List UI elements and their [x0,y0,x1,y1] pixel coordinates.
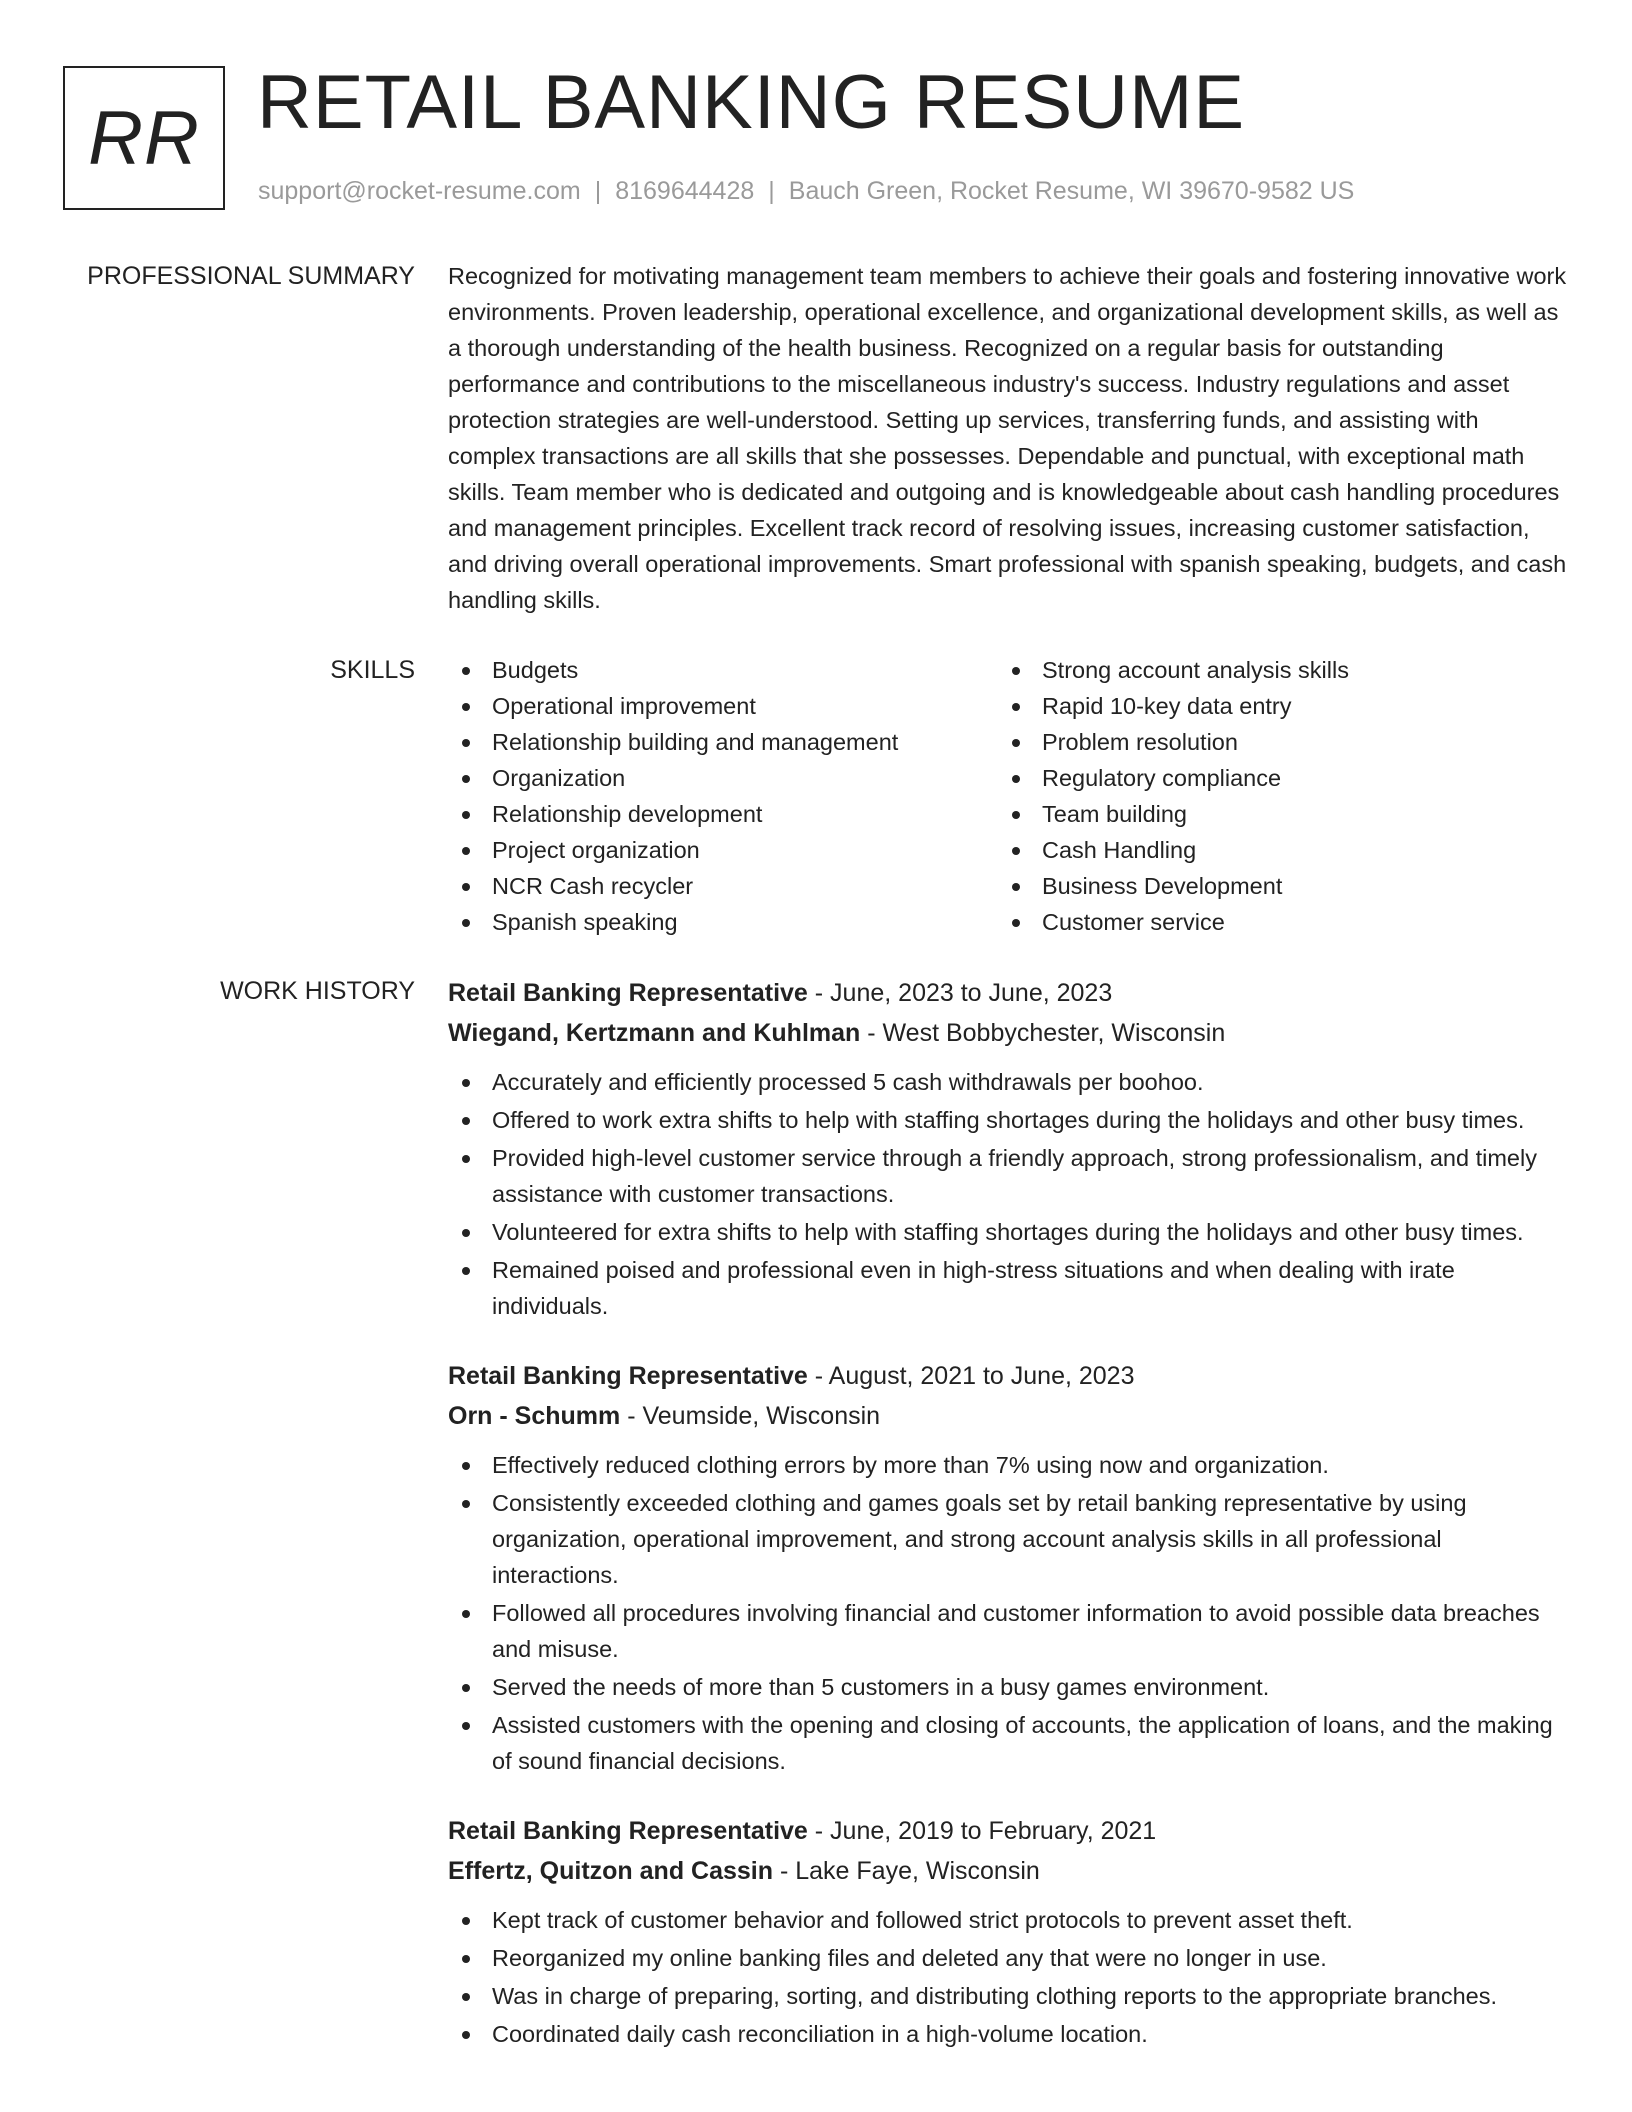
job-location: - Veumside, Wisconsin [620,1402,881,1430]
skill-item: Relationship building and management [448,724,998,760]
job-title: Retail Banking Representative [448,1817,808,1845]
skill-item: Business Development [998,868,1548,904]
skill-item: Project organization [448,832,998,868]
skill-item: Cash Handling [998,832,1548,868]
job-company: Orn - Schumm [448,1402,621,1430]
skill-item: Strong account analysis skills [998,652,1548,688]
skill-item: Problem resolution [998,724,1548,760]
job-bullet: Provided high-level customer service through a friendly approach, strong professionalism, and timely assistance with customer transactions. [448,1140,1570,1212]
job-bullet: Was in charge of preparing, sorting, and distributing clothing reports to the appropriate branches. [448,1978,1570,2014]
job-entry [448,1356,1570,1779]
skill-item: Organization [448,760,998,796]
job-bullet: Remained poised and professional even in high-stress situations and when dealing with irate individuals. [448,1252,1570,1324]
job-bullet: Served the needs of more than 5 customers in a busy games environment. [448,1669,1570,1705]
job-company-line [448,1851,1570,1891]
summary-text: Recognized for motivating management team members to achieve their goals and fostering innovative work environments. Proven leadership, operational excellence, and organizational development skills, as well as a thorough understanding of the health business. Recognized on a regular basis for outstanding performance and contributions to the miscellaneous industry's success. Industry regulations and asset protection strategies are well-understood. Setting up services, transferring funds, and assisting with complex transactions are all skills that she possesses. Dependable and punctual, with exceptional math skills. Team member who is dedicated and outgoing and is knowledgeable about cash handling procedures and management principles. Excellent track record of resolving issues, increasing customer satisfaction, and driving overall operational improvements. Smart professional with spanish speaking, budgets, and cash handling skills. [448,263,1567,613]
skill-item: NCR Cash recycler [448,868,998,904]
work-history-label: WORK HISTORY [220,977,415,1005]
job-bullet: Accurately and efficiently processed 5 cash withdrawals per boohoo. [448,1064,1570,1100]
contact-address: Bauch Green, Rocket Resume, WI 39670-9582 US [788,177,1355,205]
job-company-line [448,1013,1570,1053]
job-bullets [448,1902,1570,2052]
job-title-line [448,973,1570,1013]
skill-item: Customer service [998,904,1548,940]
skills-columns [448,652,1570,940]
job-bullet: Reorganized my online banking files and deleted any that were no longer in use. [448,1940,1570,1976]
job-company: Wiegand, Kertzmann and Kuhlman [448,1019,861,1047]
job-title: Retail Banking Representative [448,979,808,1007]
skills-list-left [448,652,998,940]
job-bullets [448,1447,1570,1779]
contact-phone[interactable]: 8169644428 [615,177,755,205]
job-bullet: Assisted customers with the opening and closing of accounts, the application of loans, and the making of sound financial decisions. [448,1707,1570,1779]
skill-item: Rapid 10-key data entry [998,688,1548,724]
job-bullet: Coordinated daily cash reconciliation in a high-volume location. [448,2016,1570,2052]
skills-list-right [998,652,1548,940]
job-bullet: Consistently exceeded clothing and games goals set by retail banking representative by using organization, operational improvement, and strong account analysis skills in all professional interactions. [448,1485,1570,1593]
job-bullet: Volunteered for extra shifts to help with staffing shortages during the holidays and other busy times. [448,1214,1570,1250]
contact-line [258,174,1354,208]
job-title-line [448,1356,1570,1396]
job-bullet: Followed all procedures involving financial and customer information to avoid possible data breaches and misuse. [448,1595,1570,1667]
job-company: Effertz, Quitzon and Cassin [448,1857,774,1885]
job-bullet: Effectively reduced clothing errors by more than 7% using now and organization. [448,1447,1570,1483]
skills-label: SKILLS [330,656,415,684]
job-entry [448,973,1570,1324]
skill-item: Team building [998,796,1548,832]
skill-item: Operational improvement [448,688,998,724]
job-title-line [448,1811,1570,1851]
job-location: - Lake Faye, Wisconsin [773,1857,1040,1885]
skill-item: Regulatory compliance [998,760,1548,796]
summary-label: PROFESSIONAL SUMMARY [87,262,415,290]
job-dates: - June, 2023 to June, 2023 [807,979,1113,1007]
monogram-logo: RR [63,66,225,210]
job-bullet: Offered to work extra shifts to help with staffing shortages during the holidays and other busy times. [448,1102,1570,1138]
contact-separator: | [768,177,775,205]
job-company-line [448,1396,1570,1436]
skill-item: Relationship development [448,796,998,832]
resume-title: RETAIL BANKING RESUME [257,60,1246,145]
job-title: Retail Banking Representative [448,1362,808,1390]
skill-item: Budgets [448,652,998,688]
job-bullets [448,1064,1570,1324]
job-bullet: Kept track of customer behavior and followed strict protocols to prevent asset theft. [448,1902,1570,1938]
work-history-body [448,973,1570,2054]
contact-email[interactable]: support@rocket-resume.com [258,177,581,205]
job-location: - West Bobbychester, Wisconsin [860,1019,1226,1047]
job-dates: - June, 2019 to February, 2021 [807,1817,1157,1845]
job-dates: - August, 2021 to June, 2023 [807,1362,1135,1390]
job-entry [448,1811,1570,2052]
contact-separator: | [594,177,602,205]
skill-item: Spanish speaking [448,904,998,940]
